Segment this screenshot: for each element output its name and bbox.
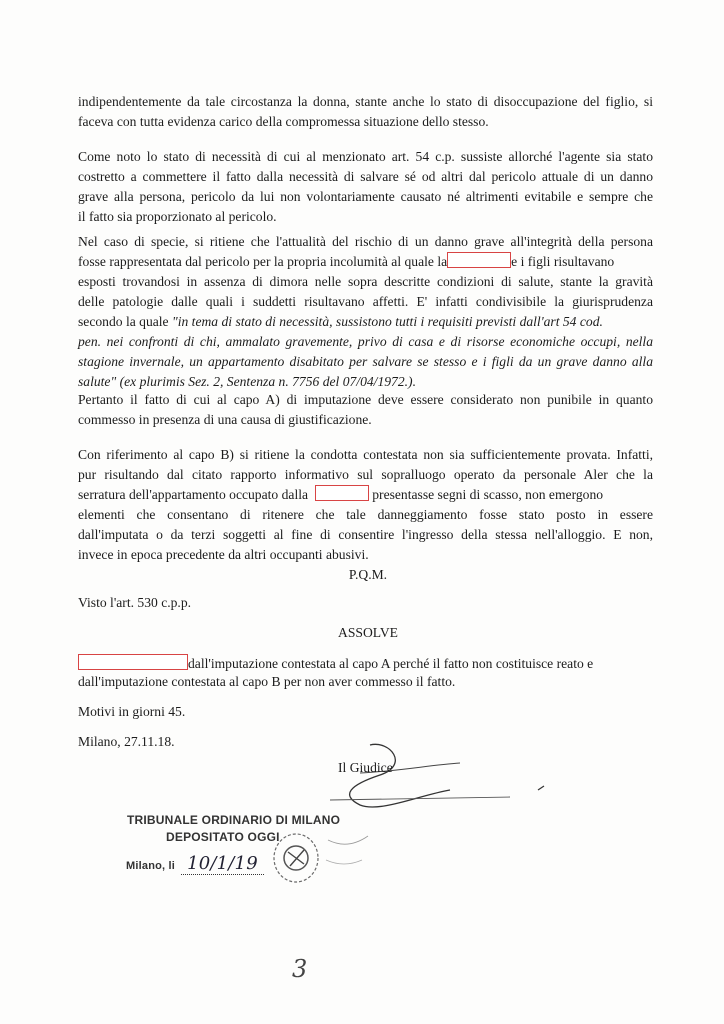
text-line: Nel caso di specie, si ritiene che l'attualità del rischio di un danno grave all'integrità della persona (78, 234, 653, 249)
court-seal (258, 820, 378, 900)
quote-text: pen. nei confronti di chi, ammalato gravemente, privo di casa e di risorse economiche occupi, nella (78, 334, 653, 349)
text-line: Come noto lo stato di necessità di cui al menzionato art. 54 c.p. sussiste allorché l'agente sia stato (78, 149, 653, 164)
stamp-place (126, 853, 264, 874)
judge-label: Il Giudice (338, 760, 393, 775)
quote-text: "in tema di stato di necessità, sussistono tutti i requisiti previsti dall'art 54 cod. (172, 314, 603, 329)
text-line: invece in epoca precedente da altri occupanti abusivi. (78, 547, 369, 562)
text-line: Pertanto il fatto di cui al capo A) di imputazione deve essere considerato non punibile in quanto (78, 392, 653, 407)
text-line: Con riferimento al capo B) si ritiene la condotta contestata non sia sufficientemente provata. Infatti, (78, 447, 653, 462)
redaction-box (78, 654, 188, 670)
text-fragment: e i figli risultavano (511, 254, 615, 269)
verdict-line-2: dall'imputazione contestata al capo B per non aver commesso il fatto. (78, 674, 456, 689)
text-fragment: secondo la quale (78, 314, 172, 329)
judge-signature (300, 735, 560, 825)
text-line: costretto a commettere il fatto dalla necessità di salvare sé od altri dal pericolo attuale di un danno (78, 169, 653, 184)
text-line: indipendentemente da tale circostanza la donna, stante anche lo stato di disoccupazione del figlio, si (78, 94, 653, 109)
text-line: dall'imputata o da terzi soggetti al fine di consentire l'ingresso della stessa nell'alloggio. E non, (78, 527, 653, 542)
paragraph-1 (78, 92, 653, 132)
text-line: grave alla persona, pericolo da lui non volontariamente causato né altrimenti evitabile e sempre che (78, 189, 653, 204)
paragraph-3 (78, 232, 653, 392)
assolve-heading: ASSOLVE (338, 625, 398, 640)
text-line (78, 372, 653, 392)
paragraph-2 (78, 147, 653, 227)
paragraph-4 (78, 390, 653, 430)
text-line: pur risultando dal citato rapporto informativo sul sopralluogo operato da personale Aler che la (78, 467, 653, 482)
text-fragment: fosse rappresentata dal pericolo per la propria incolumità al quale la (78, 254, 448, 269)
quote-text: stagione invernale, un appartamento disabitato per salvare se stesso e i figli da un grave danno alla (78, 354, 653, 369)
citation: (ex plurimis Sez. 2, Sentenza n. 7756 del 07/04/1972.). (116, 374, 416, 389)
text-fragment: presentasse segni di scasso, non emergono (372, 487, 604, 502)
verdict-line-1 (78, 654, 593, 672)
visto-line: Visto l'art. 530 c.p.p. (78, 595, 192, 610)
page-number: 3 (292, 955, 308, 983)
handwritten-date: 10/1/19 (181, 853, 264, 875)
text-fragment: dall'imputazione contestata al capo A perché il fatto non costituisce reato e (188, 656, 594, 671)
pqm-heading: P.Q.M. (348, 567, 388, 582)
text-line (78, 312, 653, 332)
stamp-deposited: DEPOSITATO OGGI (166, 830, 280, 844)
text-line: faceva con tutta evidenza carico della compromessa situazione dello stesso. (78, 114, 489, 129)
text-line: elementi che consentano di ritenere che tale danneggiamento fosse stato posto in essere (78, 507, 653, 522)
text-fragment: serratura dell'appartamento occupato dalla (78, 487, 309, 502)
redaction-box (447, 252, 511, 268)
text-line (78, 252, 653, 272)
paragraph-5 (78, 445, 653, 565)
text-line: esposti trovandosi in assenza di dimora nelle sopra descritte condizioni di salute, stante la gravità (78, 274, 653, 289)
quote-text: salute" (78, 374, 117, 389)
stamp-place-label: Milano, li (126, 860, 176, 872)
redaction-box (315, 485, 369, 501)
stamp-court-name: TRIBUNALE ORDINARIO DI MILANO (127, 813, 341, 827)
text-line: delle patologie dalle quali i suddetti risultavano affetti. E' infatti condivisibile la giurisprudenza (78, 294, 653, 309)
place-date: Milano, 27.11.18. (78, 734, 175, 749)
text-line (78, 485, 653, 505)
motivi-line: Motivi in giorni 45. (78, 704, 186, 719)
text-line: commesso in presenza di una causa di giustificazione. (78, 412, 372, 427)
text-line: il fatto sia proporzionato al pericolo. (78, 209, 277, 224)
